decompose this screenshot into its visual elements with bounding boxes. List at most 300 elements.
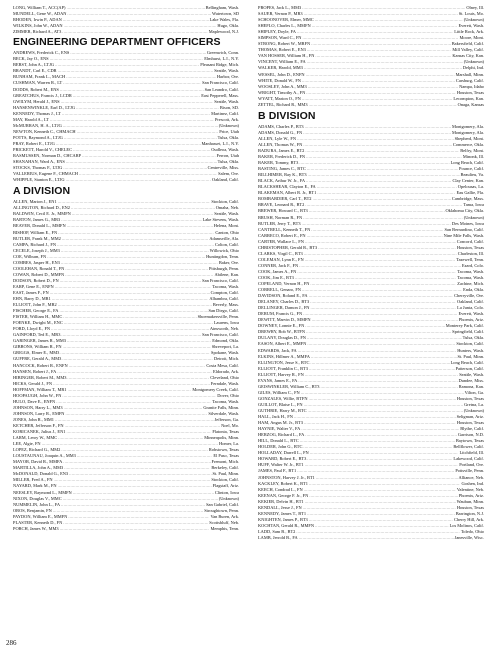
entry-name: WRIGHT, Timothy A., FN — [258, 89, 306, 95]
roster-list-b-division — [258, 124, 484, 541]
entry-hometown: Dover, Ohio — [217, 392, 239, 398]
entry-hometown: Edmond, Okla. — [212, 338, 239, 344]
entry-hometown: Bellingham, Wash. — [205, 5, 239, 10]
entry-name: ELLINGTON, Jesse S., BTC — [258, 359, 310, 365]
entry-name: BRUSH, Norman R., FN — [258, 214, 303, 220]
entry-name: KORICANEK, Julius J., EN1 — [13, 429, 66, 435]
entry-hometown: Adamsville, Ala. — [209, 235, 239, 241]
entry-hometown: Houston, Texas — [456, 420, 484, 426]
entry-name: HALL, Jack H., FN — [258, 414, 293, 420]
entry-hometown: Eau Gallie, Fla. — [456, 190, 484, 196]
entry-name: ELLIOTT, Harvey R., FN — [258, 371, 304, 377]
entry-hometown: Houston, Texas — [456, 395, 484, 401]
entry-hometown: Carsburg, Calif. — [455, 77, 484, 83]
entry-name: ELLIOTT, Franklin C., BT3 — [258, 365, 308, 371]
entry-name: DOWNEY, Lonnie E., FN — [258, 323, 305, 329]
entry-hometown: Stockton, Calif. — [211, 477, 239, 483]
entry-name: MAYOR, David R., MMFA — [13, 459, 63, 465]
entry-hometown: Manhasset, L.I., N.Y. — [201, 140, 239, 146]
entry-hometown: Tacoma, Wash. — [212, 398, 239, 404]
entry-name: BLAKEMAN, Albert R. Jr., BT1 — [258, 190, 317, 196]
entry-hometown: (Unknown) — [463, 214, 484, 220]
entry-name: COMBES, Jasper H., EN3 — [13, 259, 60, 265]
entry-hometown: Lake Stevens, Wash. — [202, 217, 239, 223]
entry-name: CARTER, Wallace L., FN — [258, 238, 304, 244]
entry-name: SIMPSON, Ward C., FN — [258, 35, 302, 41]
entry-name: BADURA, James E., BT2 — [258, 147, 305, 153]
entry-hometown: Tacoma, Wash. — [212, 283, 239, 289]
entry-name: ALLEN, Lyle W., FN — [258, 135, 297, 141]
entry-hometown: Minneapolis, Minn. — [204, 435, 239, 441]
entry-name: DULANY, Douglas D., FN — [258, 335, 306, 341]
entry-name: WHIPPLE, Stanton E., LTJG — [13, 177, 65, 183]
entry-hometown: Lake Wales, Fla. — [209, 17, 239, 23]
entry-name: RASMUSSEN, Norman D., CHCARP — [13, 153, 82, 159]
entry-name: BASTING, James C., BTC — [258, 166, 306, 172]
entry-name: JAMES, Paul F., BT1 — [258, 468, 297, 474]
entry-hometown: Long Beach, Calif. — [450, 160, 484, 166]
entry-hometown: Pounce, Calif. — [459, 166, 484, 172]
entry-hometown: Houston, Texas — [456, 244, 484, 250]
entry-hometown: Stockton, Calif. — [211, 199, 239, 205]
entry-name: LEE, Algie, FN — [13, 441, 41, 447]
list-item — [258, 102, 484, 108]
entry-name: FORD, Lloyd E., FN — [13, 326, 51, 332]
entry-name: GIBBONS, William R., FN — [13, 344, 62, 350]
entry-name: WILKINS, John W., ADAN — [13, 23, 63, 29]
entry-hometown: Oakland, Calif. — [212, 177, 239, 183]
entry-name: GONZALES, Willie, BTFN — [258, 395, 308, 401]
entry-name: ELKINS, Hillmer A., MMFA — [258, 353, 310, 359]
entry-name: HERZOG, Richard L., FA — [258, 432, 305, 438]
entry-name: LOPEZ, Richard G., MM2 — [13, 447, 61, 453]
entry-hometown: Compton, Calif. — [210, 289, 239, 295]
entry-name: NEESLEY, Raymond L., MMFN — [13, 489, 72, 495]
entry-hometown: Scottsbluff, Neb. — [209, 519, 239, 525]
entry-hometown: Price, Utah — [219, 128, 239, 134]
entry-name: WYATT, Marion O., FN — [258, 95, 301, 101]
entry-name: KEENAN, George F. Jr., FN — [258, 492, 309, 498]
entry-name: VAN HOSSER, William H., FN — [258, 53, 315, 59]
entry-hometown: Tulsa, Okla. — [217, 134, 239, 140]
entry-name: BLACK, Arthur W. Jr., FA — [258, 178, 305, 184]
entry-hometown: Moore, Mont. — [459, 35, 484, 41]
roster-list-top-right — [258, 5, 484, 108]
entry-hometown: Seattle, Wash. — [214, 211, 239, 217]
entry-hometown: (Unknown) — [463, 59, 484, 65]
entry-hometown: Des Moines, Iowa — [451, 220, 484, 226]
entry-hometown: Seattle, Wash. — [214, 68, 239, 74]
left-column — [13, 5, 239, 532]
entry-hometown: Maplewood, N.J. — [208, 29, 239, 35]
entry-hometown: Tacoma, Wash. — [457, 274, 484, 280]
entry-name: WALKER, Harold, MM3 — [258, 65, 303, 71]
entry-hometown: Baytown, Texas — [455, 438, 484, 444]
entry-name: GUILLOT, Blaise L., FN — [258, 401, 303, 407]
entry-name: KOCHTAN, Gerald R., MMFN — [258, 522, 314, 528]
entry-hometown: St. Paul, Minn. — [457, 353, 484, 359]
entry-name: VALLERIUS, Eugene F., CHMACH — [13, 171, 78, 177]
entry-name: WOOSLEY, John A., MM3 — [258, 83, 307, 89]
entry-name: LAMB, Jerrold B., FA — [258, 534, 298, 540]
dot-leader — [60, 526, 210, 532]
entry-name: BEAVER, Donald L., MMFN — [13, 223, 66, 229]
entry-name: PLASTER, Kenneth D., FN — [13, 519, 63, 525]
entry-name: DEWITT, Marvin D., MMFN — [258, 317, 311, 323]
entry-hometown: Elmhurst, L.I., N.Y. — [204, 56, 239, 62]
entry-name: STRONG, Robert W., MRFN — [258, 41, 311, 47]
entry-name: DELANEY, Charles D., BT3 — [258, 299, 310, 305]
entry-name: PAYDON, William E., MMFN — [13, 513, 68, 519]
entry-hometown: Fremont, Mich. — [211, 459, 239, 465]
entry-name: CANTRELL, Kenneth T., FN — [258, 226, 311, 232]
entry-name: CORRELL, Genaro, FN — [258, 287, 301, 293]
entry-hometown: Barrington, N.J. — [455, 510, 484, 516]
entry-name: HIBINGER, Robert M., MM3 — [13, 374, 67, 380]
entry-name: CHRISTOPHER, Gerald R., BT3 — [258, 244, 318, 250]
entry-name: KEECH, Condrad L., FN — [258, 486, 303, 492]
entry-name: EARP, Gene E., ENFN — [13, 283, 54, 289]
page-number: 286 — [6, 639, 17, 647]
roster-list-engineering-officers — [13, 50, 239, 183]
list-item — [258, 535, 484, 541]
entry-name: ADAMS, Donald G., FN — [258, 129, 303, 135]
entry-hometown: Omaha, Neb. — [215, 205, 239, 211]
entry-hometown: Alliance, Neb. — [458, 474, 484, 480]
entry-name: BOMBARDIER, Carl T., BT2 — [258, 196, 312, 202]
entry-hometown: (Unknown) — [218, 122, 239, 128]
entry-name: BARTON, James G., MR3 — [13, 217, 61, 223]
entry-hometown: Houston, Texas — [456, 504, 484, 510]
entry-hometown: Little Rock, Ark. — [454, 29, 484, 35]
entry-hometown: Greenwich, Conn. — [206, 50, 239, 56]
entry-name: JOHNSON, Larry R., EMFN — [13, 410, 65, 416]
entry-name: COE, Wilburn, FN — [13, 253, 47, 259]
entry-hometown: Eldorado, Ark. — [213, 368, 239, 374]
entry-name: HANCOCK, Robert R., ENFN — [13, 362, 68, 368]
entry-name: BUNHAM, Frank L., MACH — [13, 74, 66, 80]
entry-hometown: Helena, Mont. — [213, 223, 239, 229]
entry-hometown: Vilton, Ga. — [464, 389, 484, 395]
entry-name: WESSEL, John D., ENFN — [258, 71, 305, 77]
entry-hometown: Toledo, Ohio — [460, 528, 484, 534]
entry-name: ALLINGTON, Richard D., EN2 — [13, 205, 70, 211]
entry-hometown: Commerce, Okla. — [452, 141, 484, 147]
entry-hometown: Tulsa, Okla. — [462, 335, 484, 341]
entry-hometown: Onaga, Kansas — [457, 101, 484, 107]
entry-hometown: Spokane, Wash. — [211, 350, 239, 356]
entry-hometown: Laurens, Iowa — [213, 320, 239, 326]
entry-name: JOHNSTON, Harvey J. Jr., BT1 — [258, 474, 315, 480]
entry-name: BRAVE, Leonard R., BT2 — [258, 202, 305, 208]
entry-hometown: Olney, Ill. — [466, 5, 484, 10]
entry-hometown: Huntingdon, Tenn. — [206, 253, 239, 259]
entry-name: CARRECO, Robert E., FN — [258, 232, 306, 238]
entry-hometown: Watertown, SD — [212, 11, 239, 17]
entry-name: KENNEDY, James T., BT1 — [258, 510, 307, 516]
dot-leader — [66, 177, 211, 183]
entry-name: JOHNSON, Harry L., MM3 — [13, 404, 63, 410]
entry-name: HOLDER, John G., BTC — [258, 444, 303, 450]
entry-name: EAST, James F., FN — [13, 289, 49, 295]
entry-name: COLEMAN, Lynn E., FN — [258, 256, 304, 262]
entry-name: OROS, Benjamin, FN — [13, 507, 52, 513]
entry-hometown: Clinton, Iowa — [214, 489, 239, 495]
entry-name: PRICKETT, Harold V., CHELEC — [13, 146, 73, 152]
entry-name: ELLIOTT, John F., MR2 — [13, 302, 57, 308]
entry-hometown: (Unknown) — [218, 495, 239, 501]
list-item — [13, 29, 239, 35]
entry-hometown: Alhambra, Calif. — [209, 296, 239, 302]
entry-hometown: Janesville, Wisc. — [454, 534, 484, 540]
entry-name: COOK, James A., FN — [258, 268, 297, 274]
entry-name: SCHOONOVER, Elmer, MMC — [258, 17, 314, 23]
entry-name: CONNER, Jack F., FN — [258, 262, 299, 268]
entry-name: FISTER, William H., MMC — [13, 314, 63, 320]
entry-name: LARM, Leroy W., MMC — [13, 435, 58, 441]
roster-list-top-left — [13, 5, 239, 35]
entry-name: DODSON, Robert D., FN — [13, 277, 59, 283]
entry-hometown: Oakland, Calif. — [457, 299, 484, 305]
entry-name: NUMMELIN, John L., FA — [13, 501, 60, 507]
entry-name: WHITE, Donald W., FN — [258, 77, 301, 83]
entry-name: DODDS, Robert M., ENS — [13, 86, 59, 92]
entry-name: EHN, Barry D., MR1 — [13, 296, 51, 302]
entry-hometown: Stroughtown, Penn. — [204, 507, 239, 513]
entry-name: GWILYM, Herald J., ENS — [13, 98, 60, 104]
entry-hometown: Oudleoa, Wash. — [211, 146, 239, 152]
entry-hometown: Pittsburgh, Penn. — [208, 265, 239, 271]
dot-leader — [309, 102, 457, 108]
entry-hometown: Hunters, Wash. — [457, 347, 484, 353]
entry-name: CUSHMAN, Warren R., LT — [13, 80, 63, 86]
entry-name: HICKS, Gerald J., FN — [13, 380, 53, 386]
entry-hometown: Flatonia, Texas — [212, 429, 239, 435]
entry-hometown: Costa Mesa, Calif. — [206, 362, 239, 368]
entry-hometown: Everett, Wash. — [458, 311, 484, 317]
entry-name: EASON, Albert E., MMFN — [258, 341, 307, 347]
entry-hometown: Cambridge, Mass. — [451, 196, 484, 202]
entry-hometown: San Bernardino, Calif. — [444, 226, 484, 232]
entry-hometown: San Francisco, Calif. — [202, 332, 239, 338]
entry-name: BLACKSHEAR, Clayton E., FA — [258, 184, 316, 190]
entry-hometown: Garrison, N.D. — [457, 432, 484, 438]
entry-name: BAKER, Frederick D., FN — [258, 154, 306, 160]
entry-name: HOOPAUGH, John W., FN — [13, 392, 62, 398]
entry-name: NEWTON, Kenneth C., CHMACH — [13, 128, 76, 134]
entry-hometown: Jefferson, Ga. — [214, 416, 239, 422]
entry-hometown: Beaulieu, Va. — [460, 172, 484, 178]
entry-hometown: Ainsworth, Neb. — [209, 326, 239, 332]
entry-name: COWAN, Robert D., MMFN — [13, 271, 65, 277]
entry-name: EVANS, James E., FA — [258, 377, 298, 383]
entry-name: BUTLER, Frank M., MM2 — [13, 235, 61, 241]
entry-name: GEISWINKLER, William C., BT3 — [258, 383, 320, 389]
entry-name: LADD, Sam B., BT2 — [258, 528, 296, 534]
section-heading-a-division: A DIVISION — [13, 185, 71, 198]
entry-name: SHIPLEY, Doyle, FA — [258, 29, 296, 35]
entry-hometown: Clay Center, Kan. — [452, 178, 484, 184]
entry-name: EDWARDS, Jack, FA — [258, 347, 297, 353]
entry-name: McMURRAN, H. A., LTJG — [13, 122, 62, 128]
entry-name: HULO, Dave E., ENFN — [13, 398, 56, 404]
entry-name: ANDREWS, Frederick C., ENS — [13, 50, 70, 56]
entry-hometown: Oklahoma City, Okla. — [445, 208, 484, 214]
entry-hometown: San Gabriel, Calif. — [206, 501, 239, 507]
roster-list-a-division — [13, 199, 239, 532]
entry-name: MARTILLA, John A., MM3 — [13, 465, 64, 471]
entry-name: BISHOP, William E., FN — [13, 229, 58, 235]
entry-name: CAMPA, Richard J., FN — [13, 241, 57, 247]
dot-leader — [62, 29, 207, 35]
entry-hometown: Waubun, Minn. — [456, 498, 484, 504]
entry-name: KNIGHTEN, James P., BT3 — [258, 516, 308, 522]
entry-hometown: Charleston, Ill. — [457, 250, 484, 256]
entry-hometown: Prescott, Ark. — [214, 116, 239, 122]
entry-hometown: Nine Mile Falls, Wash. — [443, 232, 484, 238]
entry-hometown: Noel, Mo. — [221, 423, 239, 428]
entry-hometown: Marshall, Minn. — [455, 71, 484, 77]
entry-name: KEKIER, Delvin H., BT1 — [258, 498, 304, 504]
entry-hometown: Berkeley, Calif. — [211, 465, 239, 471]
entry-hometown: San Francisco, Calif. — [202, 80, 239, 86]
entry-hometown: El Paso, Texas — [213, 453, 239, 459]
entry-name: POTTS, Raymond A., LTJG — [13, 134, 63, 140]
entry-name: THOMAS, Robert E., EN3 — [258, 47, 306, 53]
right-column — [258, 5, 484, 541]
entry-hometown: East Pepperell, Mass. — [201, 92, 239, 98]
entry-hometown: Concord, Calif. — [456, 238, 484, 244]
entry-hometown: St. Paul, Minn. — [212, 471, 239, 477]
entry-hometown: Pottsville, Penn. — [455, 468, 484, 474]
entry-name: ZIMMER, Richard A., AT3 — [13, 29, 62, 35]
entry-name: ZETTEL, Richard R., MM3 — [258, 101, 308, 107]
entry-name: FOENKE, Dwight M., ENC — [13, 320, 63, 326]
entry-hometown: Hugo, Okla. — [217, 23, 239, 29]
entry-name: BALDWIN, Cecil E. Jr., MMFN — [13, 211, 71, 217]
entry-hometown: Gretna, La. — [464, 401, 484, 407]
entry-name: GAINFORD, Ted E., MR3 — [13, 332, 61, 338]
entry-name: GARINGER, James R., MM3 — [13, 338, 66, 344]
entry-name: HANSENWINKLE, Earl D., LTJG — [13, 104, 76, 110]
entry-name: MILLER, Fred A., FN — [13, 477, 53, 483]
list-item — [13, 526, 239, 532]
entry-hometown: Mill Valley, Calif. — [452, 47, 484, 53]
entry-hometown: Seligman, Ariz. — [456, 414, 484, 420]
entry-name: CLARKS, Virgil C., BT3 — [258, 250, 303, 256]
entry-name: COOK, Jim E., BT3 — [258, 274, 294, 280]
entry-name: ALLEN, Marion J., EN1 — [13, 199, 57, 205]
entry-name: HOWARD, Robert E., BT3 — [258, 456, 307, 462]
entry-name: ALLEN, Thomas W., FN — [258, 141, 303, 147]
entry-hometown: Kansas City, Kan. — [452, 53, 484, 59]
entry-name: STOCKS, Thomas F., LTJG — [13, 165, 63, 171]
entry-hometown: Flagstaff, Ariz. — [212, 483, 239, 489]
entry-name: KENNEDY, Thomas J., LT — [13, 110, 61, 116]
entry-name: BRANDT, Carl E., CDR — [13, 68, 57, 74]
entry-hometown: Montgomery, Ala. — [451, 129, 484, 135]
entry-name: GRIGGS, Elmer E., MM3 — [13, 350, 60, 356]
entry-name: HUFF, Walter W. Jr., BT1 — [258, 462, 304, 468]
entry-name: McDONALD, Donald G., EN3 — [13, 471, 69, 477]
entry-hometown: Shreveport, La. — [211, 344, 239, 350]
entry-name: CECELE, Joseph J., MM3 — [13, 247, 60, 253]
entry-name: BUTLER, Jerry T., BT3 — [258, 220, 301, 226]
entry-hometown: Stockton, Calif. — [456, 341, 484, 347]
entry-hometown: Cleveland, Ohio — [210, 374, 239, 380]
entry-name: HOLLADAY, Darrell L., FN — [258, 450, 309, 456]
entry-hometown: Centreville, Miss. — [207, 165, 239, 171]
entry-hometown: Everett, Wash. — [458, 23, 484, 29]
entry-hometown: Granite Falls, Minn. — [203, 404, 239, 410]
entry-name: ADAMS, Charles P., BT3 — [258, 123, 304, 129]
entry-hometown: Belfry, Mont. — [460, 147, 484, 153]
entry-hometown: Martinez, Calif. — [211, 110, 239, 116]
entry-name: FISCHER, George E., FA — [13, 308, 59, 314]
entry-name: MAY, Harold A., LT — [13, 116, 49, 122]
entry-hometown: Nampa, Idaho — [459, 83, 484, 89]
entry-name: BAKER, Tommy, BT3 — [258, 160, 299, 166]
entry-hometown: Willowick, Ohio — [209, 247, 239, 253]
entry-hometown: Zachine, Mich. — [457, 281, 484, 287]
entry-hometown: St. Louis, Mo. — [458, 11, 484, 17]
entry-name: GILES, William C., FN — [258, 389, 300, 395]
entry-name: BILLHIMER, Ray K., BT3 — [258, 172, 307, 178]
entry-name: LOUSTAUNAU, Joaquin A., MM3 — [13, 453, 76, 459]
entry-hometown: Robstown, Texas — [208, 447, 239, 453]
entry-hometown: Goshen, Ind. — [461, 480, 484, 486]
entry-hometown: Springfield, Calif. — [452, 329, 484, 335]
entry-hometown: Phoenix, Ariz. — [458, 492, 484, 498]
entry-name: DAVIDSON, Roland E., FA — [258, 293, 308, 299]
entry-hometown: Blythe, Calif. — [460, 426, 484, 432]
entry-name: PORCH, James W., MM3 — [13, 525, 59, 531]
entry-name: SAUER, Vernon P., MR3 — [258, 11, 303, 17]
entry-name: GREATCHUS, Francis J., LCDR — [13, 92, 72, 98]
entry-name: MUNDELL, Gene W., ADAN — [13, 11, 67, 17]
entry-hometown: Los Molinos, Calif. — [449, 522, 484, 528]
entry-name: KENDALL, Jesse J., FN — [258, 504, 302, 510]
entry-hometown: Tacoma, Wash. — [457, 268, 484, 274]
entry-hometown: Beverly, Mass. — [212, 302, 239, 308]
entry-name: NIXON, Douglas V., MMC — [13, 495, 62, 501]
entry-hometown: Monterey Park, Calif. — [445, 323, 484, 329]
entry-hometown: Memphis, Tenn. — [210, 525, 239, 531]
entry-hometown: Bison, SD. — [219, 104, 239, 110]
entry-name: JONES, John R., MM1 — [13, 416, 54, 422]
entry-hometown: Montgomery Creek, Calif. — [192, 386, 239, 392]
entry-hometown: Lecompton, Kan. — [453, 95, 484, 101]
entry-hometown: Ferron, Utah — [216, 153, 239, 159]
entry-hometown: Long Beach, Calif. — [450, 359, 484, 365]
entry-hometown: Litchfield, Ill. — [459, 450, 484, 456]
entry-name: GUTHRIE, Harry M., BTC — [258, 408, 307, 413]
entry-hometown: Detroit, Mich. — [214, 356, 239, 362]
entry-hometown: Lakewood, Calif. — [453, 456, 484, 462]
entry-name: HANSEN, Robert J., FA — [13, 368, 57, 374]
entry-name: KETCHER, Jefferson F., FN — [13, 423, 64, 428]
entry-hometown: Seattle, Wash. — [459, 371, 484, 377]
entry-name: DELLINGER, Damon J., FN — [258, 305, 310, 311]
entry-hometown: Delphi, Ind. — [462, 65, 484, 71]
entry-name: NAYARD, Mark M., FN — [13, 483, 57, 489]
section-heading-engineering-officers: ENGINEERING DEPARTMENT OFFICERS — [13, 36, 221, 49]
entry-name: SHEFLO, Charles L., MMFN — [258, 23, 311, 29]
entry-hometown: Cherry Hill, Ark. — [454, 516, 484, 522]
section-heading-b-division: B DIVISION — [258, 109, 316, 122]
entry-hometown: Baker, Ore. — [218, 259, 239, 265]
entry-hometown: Bakersfield, Calif. — [451, 41, 484, 47]
